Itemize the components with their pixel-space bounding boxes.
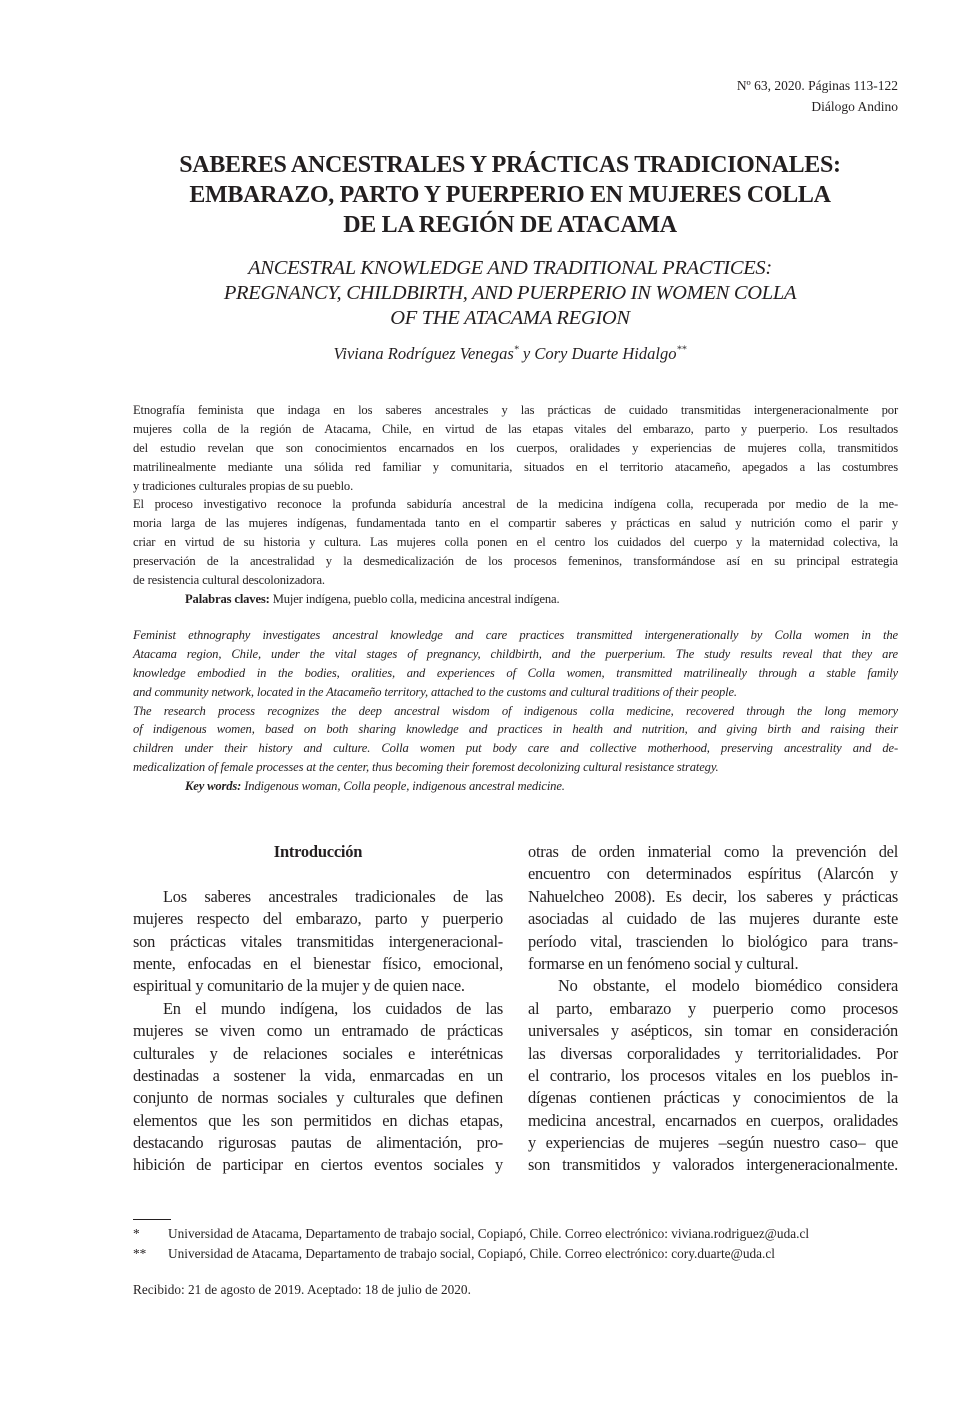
text-line: conjunto de normas sociales y culturales que definen [133, 1088, 503, 1108]
title-line: EMBARAZO, PARTO Y PUERPERIO EN MUJERES COLLA [189, 182, 831, 208]
keywords-spanish [133, 590, 898, 609]
text-line: hibición de participar en ciertos eventos sociales y [133, 1155, 503, 1175]
text-line: formarse en un fenómeno social y cultural. [528, 953, 799, 973]
text-line: mujeres respecto del embarazo, parto y puerperio [133, 909, 503, 929]
subtitle-line: PREGNANCY, CHILDBIRTH, AND PUERPERIO IN WOMEN COLLA [223, 282, 797, 304]
text-line: children under their history and culture. Colla women put body care and collective motherhood, preserving ancestrality and de- [133, 741, 898, 756]
text-line: mujeres se viven como un entramado de prácticas [133, 1021, 503, 1041]
text-line: al parto, embarazo y puerperio como procesos [528, 998, 898, 1018]
text-line: and community network, located in the Atacameño territory, attached to the customs and cultural traditions of their people. [133, 684, 737, 699]
text-line: universales y asépticos, sin tomar en consideración [528, 1021, 898, 1041]
text-line: son transmitidos y valorados intergeneracionalmente. [528, 1155, 898, 1175]
text-line: of indigenous women, based on both sharing knowledge and practices in health and nutrition, and giving birth and raising their [133, 722, 898, 737]
text-line: destinadas a sostener la vida, enmarcadas en un [133, 1065, 503, 1085]
section-heading: Introducción [273, 842, 363, 861]
footnote-text: Universidad de Atacama, Departamento de trabajo social, Copiapó, Chile. Correo electrónico: cory.duarte@uda.cl [168, 1246, 775, 1261]
text-line: Los saberes ancestrales tradicionales de las [163, 886, 503, 906]
subtitle-line: OF THE ATACAMA REGION [390, 307, 630, 329]
text-line: medicalization of female processes at the center, thus becoming their foremost decolonizing cultural resistance strategy. [133, 760, 719, 775]
keywords-english [133, 777, 898, 796]
text-line: encuentro con determinados espíritus (Alarcón y [528, 864, 898, 884]
footnote-2 [133, 1244, 775, 1264]
footnote-rule [133, 1219, 171, 1220]
footnote-mark: ** [676, 344, 687, 356]
footnote-1 [133, 1224, 809, 1244]
text-line: mente, enfocadas en el bienestar físico, emocional, [133, 953, 503, 973]
text-line: período vital, trascienden lo biológico para trans- [528, 931, 898, 951]
right-column [528, 841, 898, 1177]
title-line: DE LA REGIÓN DE ATACAMA [343, 212, 677, 238]
text-line: Feminist ethnography investigates ancestral knowledge and care practices transmitted intergenerationally by Colla women in the [133, 628, 898, 642]
text-line: de resistencia cultural descolonizadora. [133, 573, 325, 588]
text-line: las diversas corporalidades y territorialidades. Por [528, 1043, 898, 1063]
text-line: dígenas contienen prácticas y conocimientos de la [528, 1088, 898, 1108]
text-line: del estudio revelan que son conocimientos encarnados en los cuerpos, oralidades y experiencias de mujeres colla, transmitidos [133, 440, 898, 455]
text-line: el contrario, los procesos vitales en los pueblos in- [528, 1065, 898, 1085]
left-column [133, 841, 503, 1177]
abstract-spanish [133, 401, 898, 609]
author-1: Viviana Rodríguez Venegas [333, 344, 514, 363]
text-line: otras de orden inmaterial como la prevención del [528, 842, 898, 861]
keywords-text: Indigenous woman, Colla people, indigenous ancestral medicine. [241, 779, 565, 794]
text-line: espiritual y comunitario de la mujer y de quien nace. [133, 976, 465, 996]
title-line: SABERES ANCESTRALES Y PRÁCTICAS TRADICIONALES: [179, 152, 841, 178]
text-line: Atacama region, Chile, under the vital stages of pregnancy, childbirth, and the puerperium. The study results reveal that they are [133, 646, 898, 661]
keywords-label: Key words: [185, 779, 242, 794]
text-line: Nahuelcheo 2008). Es decir, los saberes y prácticas [528, 886, 898, 906]
text-line: preservación de la ancestralidad y la desmedicalización de los procesos femeninos, transformándose así en su principal estrategia [133, 554, 898, 569]
text-line: No obstante, el modelo biomédico considera [558, 976, 898, 996]
text-line: The research process recognizes the deep ancestral wisdom of indigenous colla medicine, recovered through the long memory [133, 703, 898, 718]
received-accepted-dates: Recibido: 21 de agosto de 2019. Aceptado: 18 de julio de 2020. [133, 1282, 471, 1297]
text-line: El proceso investigativo reconoce la profunda sabiduría ancestral de la medicina indígena colla, recuperada por medio de la me- [133, 497, 898, 512]
text-line: culturales y de relaciones sociales e interétnicas [133, 1043, 503, 1063]
text-line: knowledge embodied in the bodies, oralities, and experiences of Colla women, transmitted matrilineally through a stable family [133, 665, 898, 680]
abstract-english [133, 626, 898, 796]
text-line: En el mundo indígena, los cuidados de las [163, 998, 503, 1018]
journal-name: Diálogo Andino [811, 99, 898, 114]
text-line: son prácticas vitales transmitidas intergeneracional- [133, 931, 503, 951]
text-line: Etnografía feminista que indaga en los saberes ancestrales y las prácticas de cuidado transmitidas intergeneracionalmente por [133, 403, 898, 417]
author-conjunction: y [518, 344, 535, 363]
text-line: y tradiciones culturales propias de su pueblo. [133, 478, 354, 493]
keywords-text: Mujer indígena, pueblo colla, medicina ancestral indígena. [269, 591, 560, 606]
footnote-mark: * [513, 344, 519, 356]
text-line: matrilinealmente mediante una sólida red familiar y comunitaria, situados en el territorio atacameño, apegados a las costumbres [133, 459, 898, 474]
subtitle-line: ANCESTRAL KNOWLEDGE AND TRADITIONAL PRACTICES: [248, 257, 772, 279]
article-title [100, 150, 920, 240]
text-line: asociadas al cuidado de las mujeres durante este [528, 909, 898, 929]
text-line: destacando rigurosas pautas de alimentación, pro- [133, 1133, 503, 1153]
author-2: Cory Duarte Hidalgo [534, 344, 677, 363]
text-line: medicina ancestral, encarnados en cuerpos, oralidades [528, 1110, 898, 1130]
footnote-text: Universidad de Atacama, Departamento de trabajo social, Copiapó, Chile. Correo electrónico: viviana.rodriguez@uda.cl [168, 1226, 810, 1241]
running-header [737, 75, 898, 117]
english-title [100, 256, 920, 331]
text-line: moria larga de las mujeres indígenas, fundamentada tanto en el compartir saberes y prácticas en salud y nutrición como el parir y [133, 516, 898, 531]
text-line: criar en virtud de su historia y cultura. Las mujeres colla ponen en el centro los cuidados del cuerpo y la maternidad colectiva, la [133, 535, 898, 550]
footnote-mark: ** [133, 1246, 147, 1261]
text-line: elementos que les son permitidos en dichas etapas, [133, 1110, 503, 1130]
issue-pages: Nº 63, 2020. Páginas 113-122 [736, 78, 898, 93]
authors [100, 344, 920, 364]
text-line: y experiencias de mujeres –según nuestro caso– que [528, 1133, 898, 1153]
text-line: mujeres colla de la región de Atacama, Chile, en virtud de las etapas vitales del embarazo, parto y puerperio. Los resultados [133, 421, 898, 436]
footnote-mark: * [133, 1226, 140, 1241]
keywords-label: Palabras claves: [185, 591, 270, 606]
